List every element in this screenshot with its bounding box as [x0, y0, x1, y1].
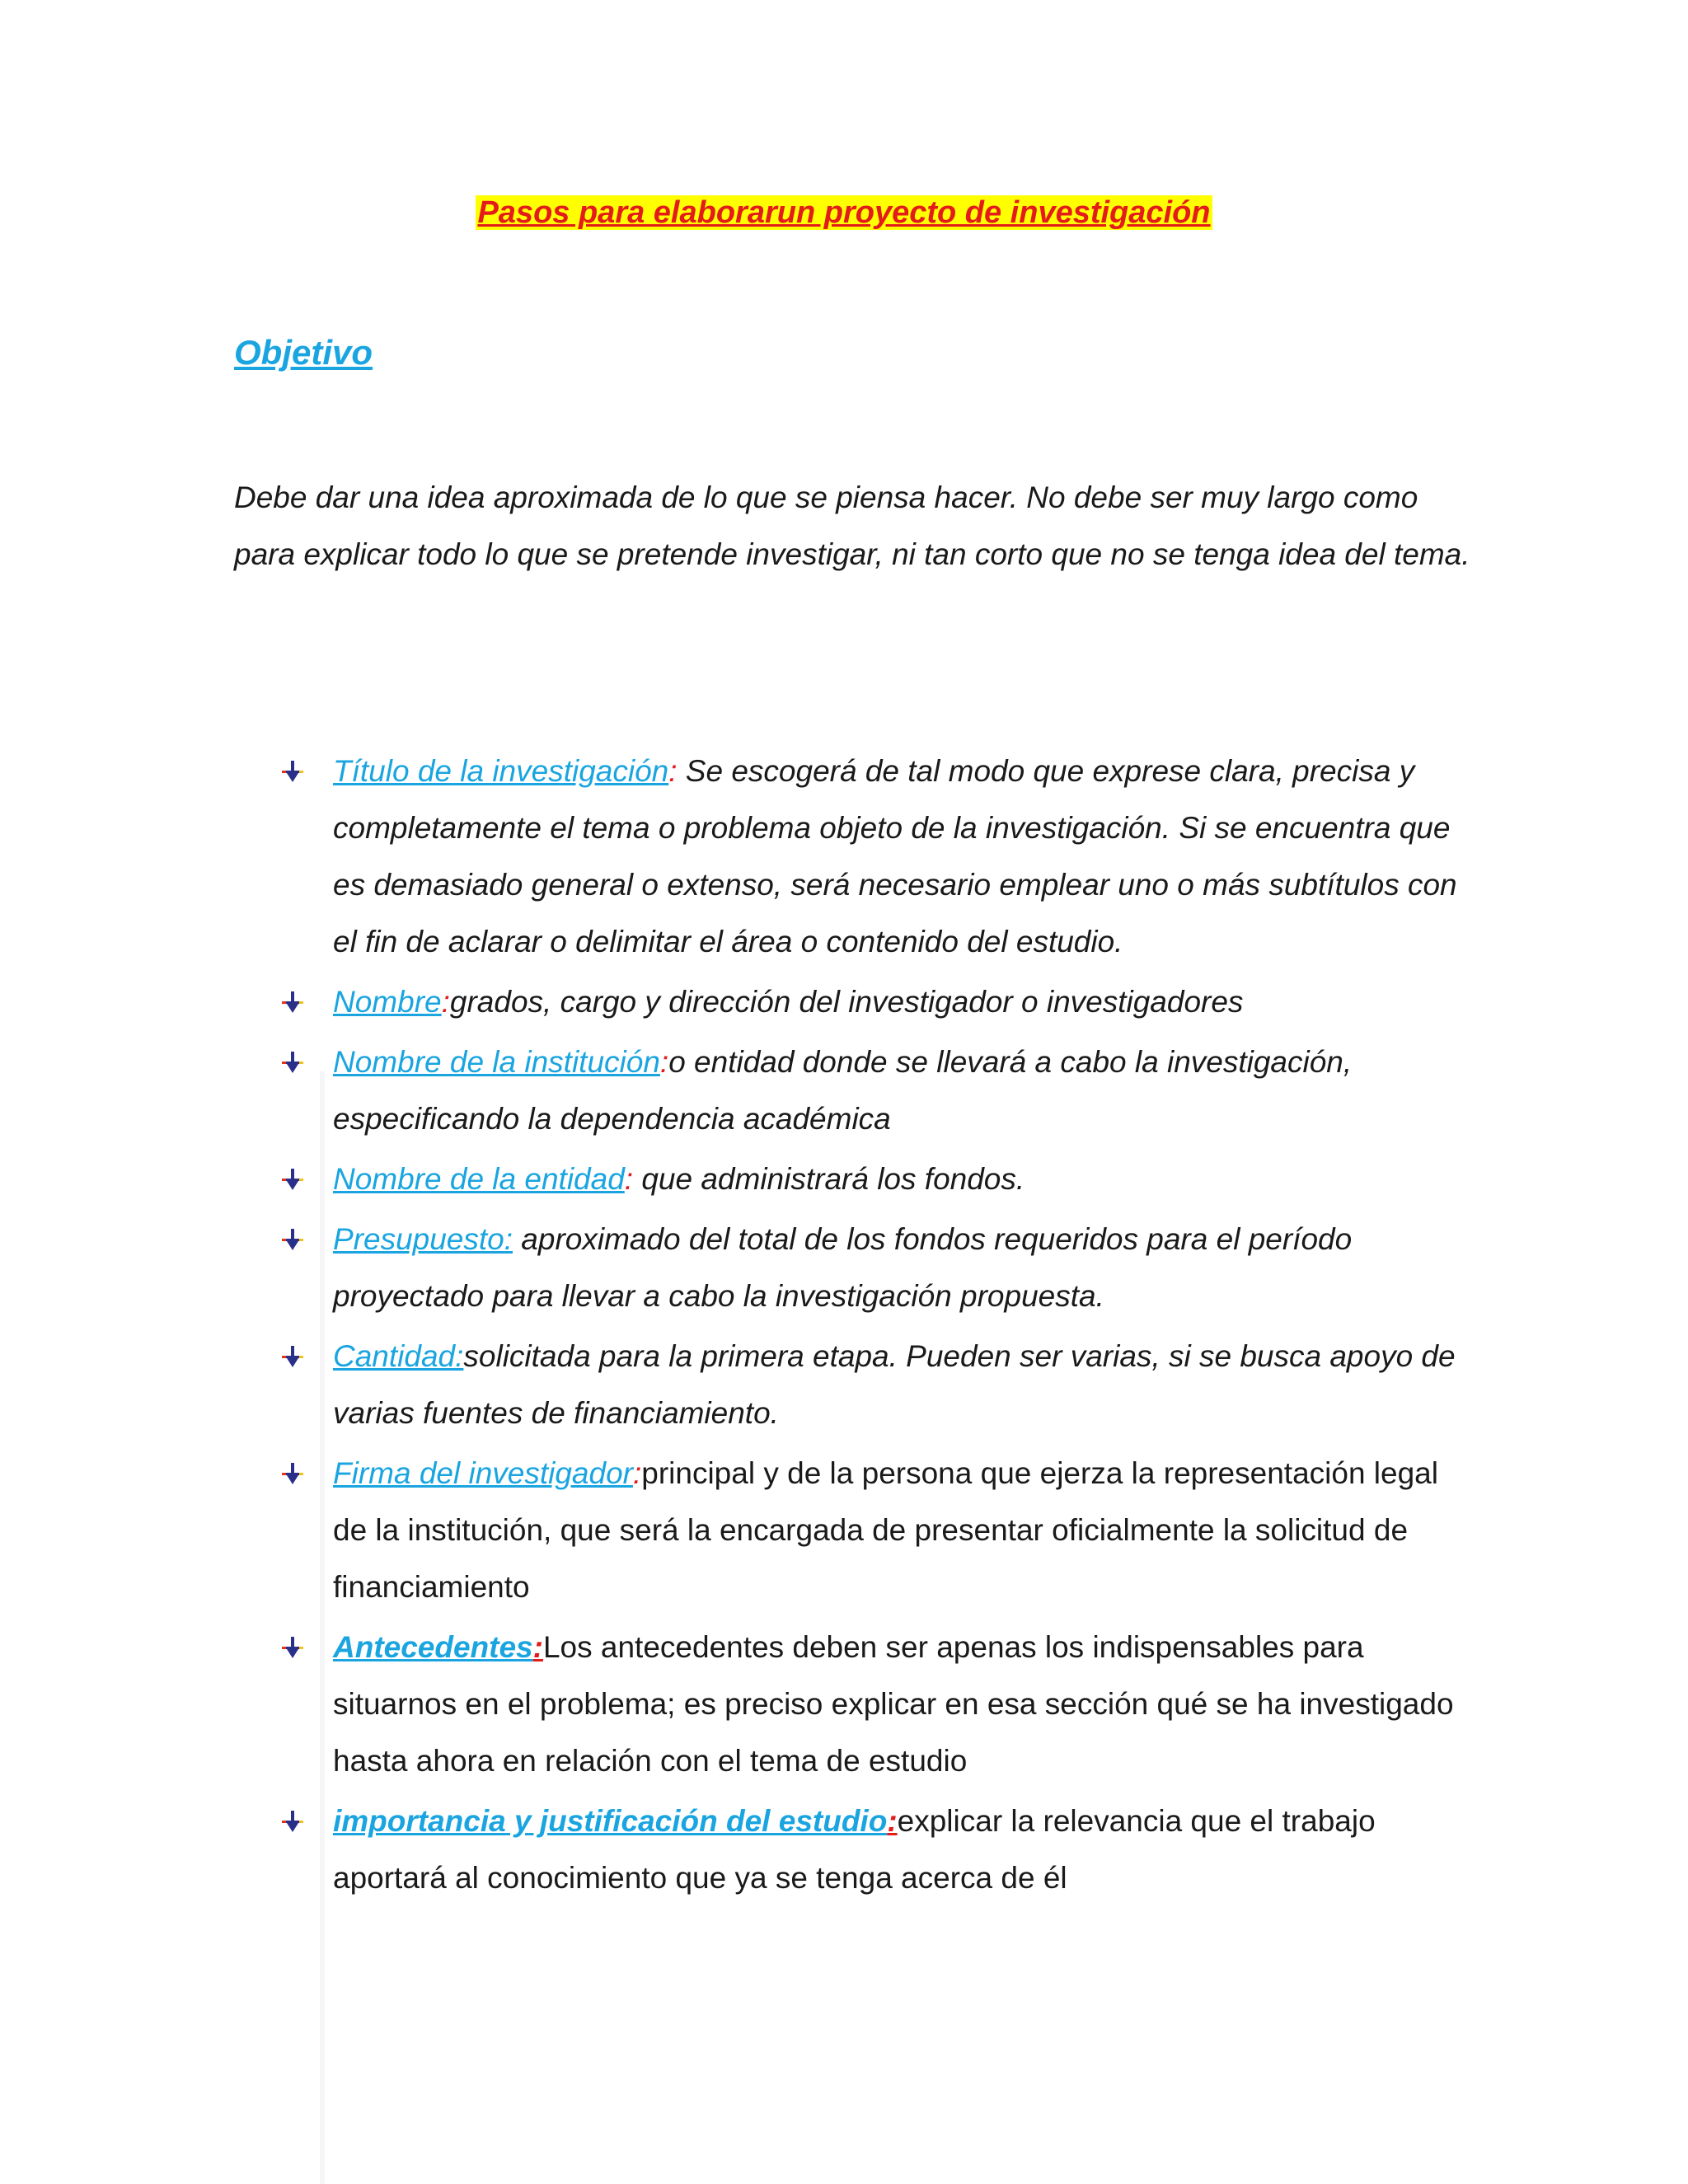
list-item-importancia: [280, 1793, 1475, 1906]
list-item-nombre: [280, 973, 1475, 1030]
list-item-antecedentes: [280, 1619, 1475, 1789]
list-item-presupuesto: [280, 1211, 1475, 1324]
item-term: Nombre: [333, 985, 442, 1019]
arrow-down-bullet-icon: [282, 761, 303, 782]
list-item-titulo: [280, 743, 1475, 970]
arrow-down-bullet-icon: [282, 1229, 303, 1250]
item-term: Título de la investigación: [333, 754, 669, 788]
item-colon: :: [441, 985, 450, 1019]
arrow-down-bullet-icon: [282, 1346, 303, 1367]
item-text: Los antecedentes deben ser apenas los indispensables para situarnos en el problema; es preciso explicar en esa sección qué se ha investigado hasta ahora en relación con el tema de estudio: [333, 1630, 1454, 1778]
item-term: Presupuesto:: [333, 1222, 513, 1256]
item-text: aproximado del total de los fondos requeridos para el período proyectado para llevar a cabo la investigación propuesta.: [333, 1222, 1353, 1313]
arrow-down-bullet-icon: [282, 1463, 303, 1484]
item-term: importancia y justificación del estudio: [333, 1804, 888, 1838]
item-text: grados, cargo y dirección del investigador o investigadores: [449, 985, 1244, 1019]
intro-paragraph: Debe dar una idea aproximada de lo que se piensa hacer. No debe ser muy largo como para explicar todo lo que se pretende investigar, ni tan corto que no se tenga idea del tema.: [234, 480, 1470, 571]
item-term: Cantidad:: [333, 1339, 464, 1373]
list-item-institucion: [280, 1033, 1475, 1147]
item-term: Firma del investigador: [333, 1456, 633, 1490]
item-term: Antecedentes: [333, 1630, 533, 1664]
item-colon: :: [532, 1630, 543, 1664]
steps-list: [280, 743, 1475, 1910]
item-colon: :: [668, 754, 678, 788]
list-item-cantidad: [280, 1328, 1475, 1441]
arrow-down-bullet-icon: [282, 1637, 303, 1658]
item-colon: :: [887, 1804, 898, 1838]
item-term: Nombre de la institución: [333, 1045, 660, 1079]
section-heading-objetivo: Objetivo: [234, 333, 373, 372]
document-title-text: Pasos para elaborarun proyecto de investigación: [477, 195, 1211, 230]
item-term: Nombre de la entidad: [333, 1162, 625, 1196]
item-text: Se escogerá de tal modo que exprese clara, precisa y completamente el tema o problema objeto de la investigación. Si se encuentra que es demasiado general o extenso, será necesario emplear uno o más subtítulos con el fin de aclarar o delimitar el área o contenido del estudio.: [333, 754, 1457, 958]
list-item-firma: [280, 1445, 1475, 1615]
item-text: solicitada para la primera etapa. Pueden ser varias, si se busca apoyo de varias fuentes de financiamiento.: [333, 1339, 1456, 1430]
arrow-down-bullet-icon: [282, 991, 303, 1013]
item-text: o entidad donde se llevará a cabo la investigación, especificando la dependencia académica: [333, 1045, 1353, 1136]
item-colon: :: [659, 1045, 669, 1079]
list-item-entidad: [280, 1151, 1475, 1207]
arrow-down-bullet-icon: [282, 1811, 303, 1832]
item-text: principal y de la persona que ejerza la representación legal de la institución, que será la encargada de presentar oficialmente la solicitud de financiamiento: [333, 1456, 1438, 1604]
arrow-down-bullet-icon: [282, 1052, 303, 1073]
item-colon: :: [624, 1162, 634, 1196]
item-text: explicar la relevancia que el trabajo aportará al conocimiento que ya se tenga acerca de él: [333, 1804, 1376, 1895]
document-title: [0, 191, 1688, 234]
item-text: que administrará los fondos.: [633, 1162, 1025, 1196]
item-colon: :: [632, 1456, 642, 1490]
arrow-down-bullet-icon: [282, 1169, 303, 1190]
